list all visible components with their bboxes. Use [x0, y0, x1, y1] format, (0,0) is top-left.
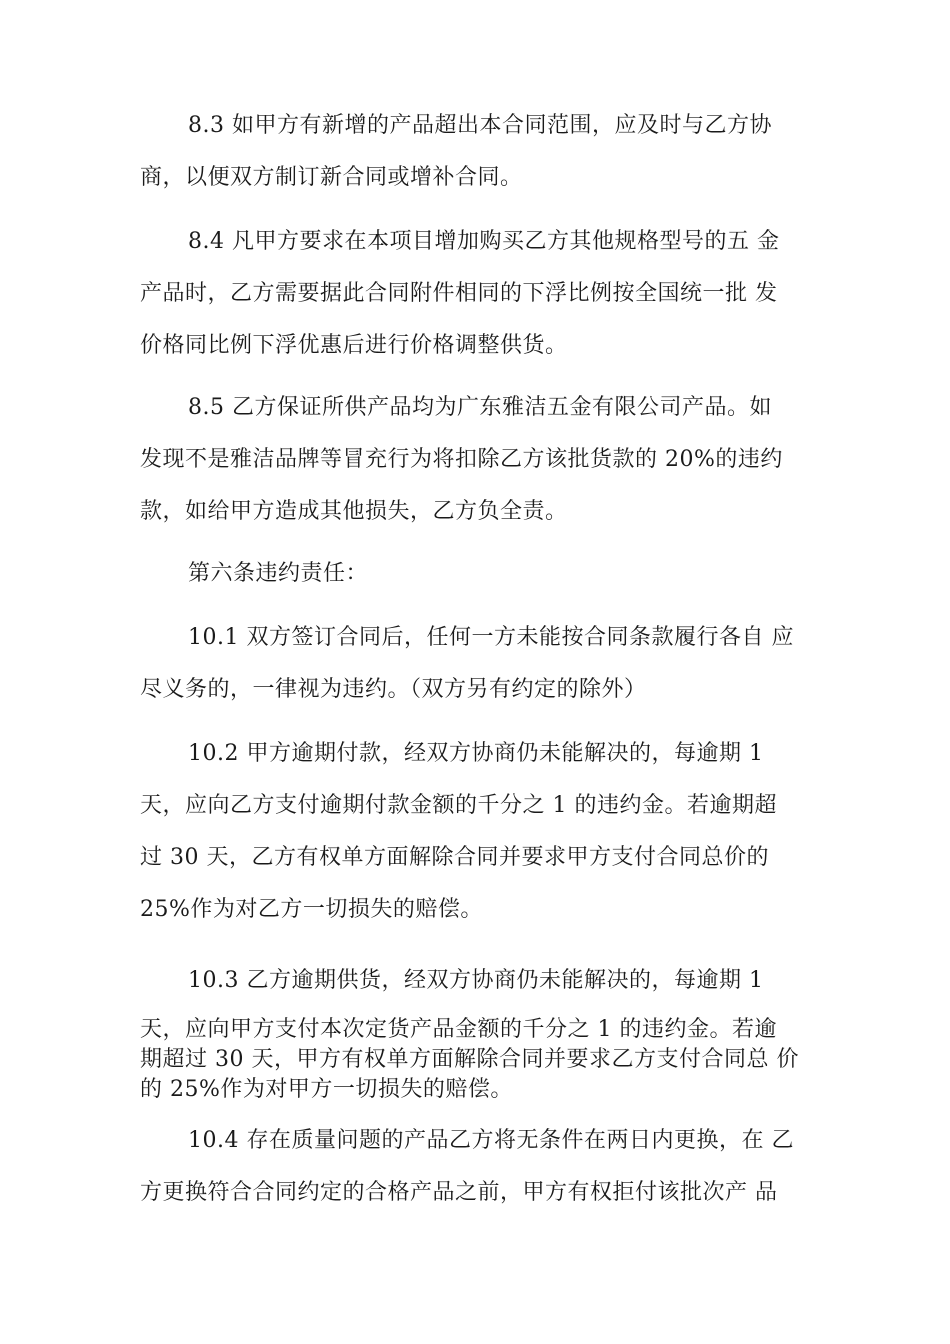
clause-10-1	[140, 612, 830, 716]
clause-8-5-line-2: 发现不是雅洁品牌等冒充行为将扣除乙方该批货款的 20%的违约	[140, 447, 783, 472]
clause-10-2-line-1: 10.2 甲方逾期付款，经双方协商仍未能解决的，每逾期 1	[188, 741, 764, 766]
clause-8-3-line-2: 商，以便双方制订新合同或增补合同。	[140, 165, 523, 190]
clause-8-5	[140, 382, 830, 538]
clause-10-3-lead	[140, 955, 830, 1007]
clause-10-2-line-2: 天，应向乙方支付逾期付款金额的千分之 1 的违约金。若逾期超	[140, 793, 777, 818]
clause-8-3	[140, 100, 830, 204]
clause-10-2-line-4: 25%作为对乙方一切损失的赔偿。	[140, 897, 483, 922]
section-heading-6: 第六条违约责任：	[188, 561, 369, 586]
clause-10-4-line-2: 方更换符合合同约定的合格产品之前，甲方有权拒付该批次产 品	[140, 1180, 778, 1205]
clause-10-1-line-2: 尽义务的，一律视为违约。（双方另有约定的除外）	[140, 677, 647, 702]
clause-10-3-body	[140, 1015, 830, 1105]
clause-10-4-line-1: 10.4 存在质量问题的产品乙方将无条件在两日内更换，在 乙	[188, 1128, 794, 1153]
clause-8-4	[140, 216, 830, 372]
clause-10-3-line-3: 期超过 30 天，甲方有权单方面解除合同并要求乙方支付合同总 价	[140, 1047, 799, 1072]
clause-10-4	[140, 1115, 830, 1219]
clause-10-2-line-3: 过 30 天，乙方有权单方面解除合同并要求甲方支付合同总价的	[140, 845, 769, 870]
clause-8-3-line-1: 8.3 如甲方有新增的产品超出本合同范围，应及时与乙方协	[188, 113, 772, 138]
clause-8-4-line-1: 8.4 凡甲方要求在本项目增加购买乙方其他规格型号的五 金	[188, 229, 780, 254]
clause-10-3-line-1: 10.3 乙方逾期供货，经双方协商仍未能解决的，每逾期 1	[188, 968, 764, 993]
clause-10-3-line-4: 的 25%作为对甲方一切损失的赔偿。	[140, 1077, 513, 1102]
clause-8-5-line-1: 8.5 乙方保证所供产品均为广东雅洁五金有限公司产品。如	[188, 395, 772, 420]
clause-8-4-line-3: 价格同比例下浮优惠后进行价格调整供货。	[140, 333, 568, 358]
clause-10-3-line-2: 天，应向甲方支付本次定货产品金额的千分之 1 的违约金。若逾	[140, 1017, 777, 1042]
clause-8-4-line-2: 产品时，乙方需要据此合同附件相同的下浮比例按全国统一批 发	[140, 281, 778, 306]
clause-10-2	[140, 728, 830, 936]
clause-10-1-line-1: 10.1 双方签订合同后，任何一方未能按合同条款履行各自 应	[188, 625, 794, 650]
clause-8-5-line-3: 款，如给甲方造成其他损失，乙方负全责。	[140, 499, 568, 524]
